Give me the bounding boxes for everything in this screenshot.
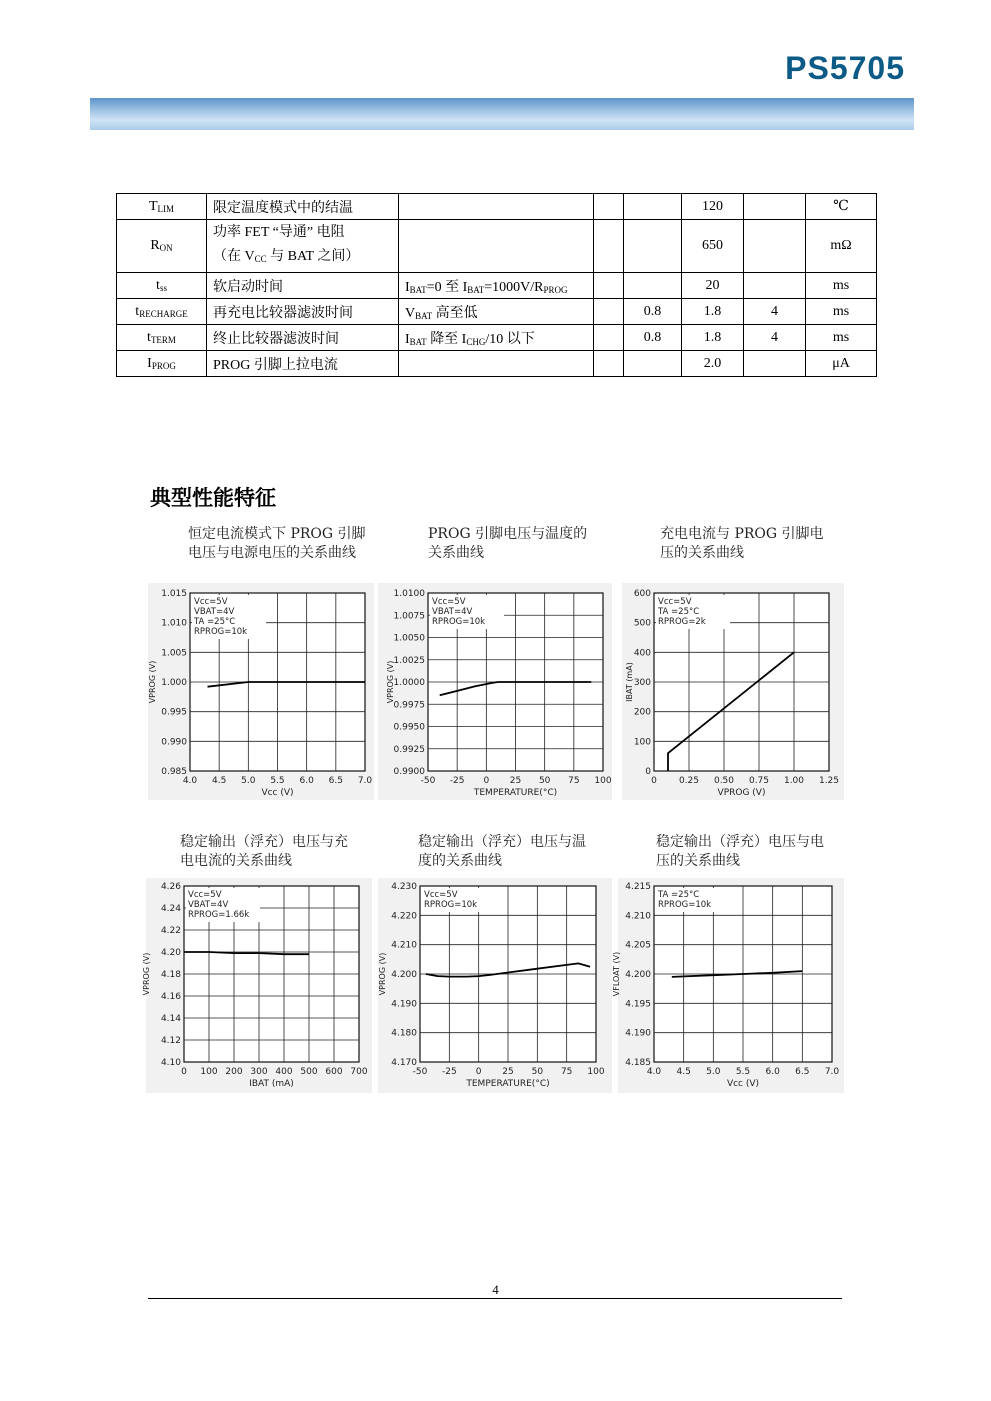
x-tick-label: 0: [651, 776, 657, 786]
x-tick-label: 5.0: [706, 1067, 721, 1077]
y-tick-label: 1.005: [161, 648, 187, 659]
param-min: [624, 273, 682, 299]
y-tick-label: 600: [633, 589, 651, 599]
chart-vfloat-vs-temperature: [378, 878, 612, 1093]
annotation-text: Vcc=5V: [194, 597, 228, 607]
param-condition: $I_{BAT}$ 降至 $I_{CHG}/10$ 以下: [399, 325, 594, 351]
chart-caption: 稳定输出（浮充）电压与充 电电流的关系曲线: [180, 834, 348, 869]
annotation-text: VBAT=4V: [188, 900, 229, 910]
y-tick-label: 1.0025: [393, 655, 425, 666]
x-tick-label: -25: [441, 1067, 457, 1077]
x-tick-label: 7.0: [357, 776, 373, 786]
spec-row: [117, 299, 877, 325]
y-tick-label: 4.220: [391, 911, 417, 922]
param-max: 4: [744, 299, 806, 325]
param-min: 0.8: [624, 325, 682, 351]
x-tick-label: 500: [300, 1067, 318, 1077]
x-tick-label: 7.0: [824, 1067, 840, 1077]
spec-row: [117, 325, 877, 351]
param-symbol: $t_{TERM}$: [117, 325, 207, 351]
y-tick-label: 0.9925: [393, 744, 425, 755]
annotation-text: TA =25°C: [658, 607, 700, 617]
x-tick-label: 4.0: [182, 776, 198, 786]
x-tick-label: 5.0: [241, 776, 256, 786]
param-condition: [399, 351, 594, 377]
x-tick-label: 1.25: [818, 776, 840, 786]
y-axis-label: VFLOAT (V): [612, 951, 621, 997]
x-tick-label: 300: [250, 1067, 268, 1077]
param-condition: $V_{BAT}$ 高至低: [399, 299, 594, 325]
param-typ: 120: [682, 194, 744, 220]
chart-caption: 充电电流与 PROG 引脚电 压的关系曲线: [660, 526, 824, 561]
y-tick-label: 4.190: [391, 999, 417, 1010]
param-name: PROG 引脚上拉电流: [207, 351, 399, 377]
param-blank: [594, 299, 624, 325]
param-symbol: $I_{PROG}$: [117, 351, 207, 377]
y-tick-label: 4.190: [625, 1028, 651, 1039]
x-tick-label: 75: [560, 1067, 573, 1077]
y-tick-label: 0.995: [161, 707, 187, 718]
spec-row: [117, 220, 877, 273]
x-tick-label: 0.75: [748, 776, 770, 786]
x-axis-label: Vcc (V): [261, 788, 294, 798]
param-blank: [594, 351, 624, 377]
chart-vfloat-vs-vcc: [612, 878, 844, 1093]
x-tick-label: 75: [568, 776, 580, 786]
y-tick-label: 4.230: [391, 882, 417, 892]
y-tick-label: 4.210: [625, 911, 651, 922]
x-tick-label: 4.0: [646, 1067, 662, 1077]
param-max: [744, 273, 806, 299]
param-name: 功率 FET “导通” 电阻 （在 $V_{CC}$ 与 BAT 之间）: [207, 220, 399, 273]
x-tick-label: 0: [475, 1067, 482, 1077]
param-unit: ms: [806, 273, 877, 299]
chart-caption: 稳定输出（浮充）电压与温 度的关系曲线: [418, 834, 586, 869]
y-tick-label: 4.22: [160, 926, 181, 936]
annotation-text: RPROG=10k: [432, 617, 486, 627]
param-symbol: $t_{RECHARGE}$: [117, 299, 207, 325]
param-symbol: $T_{LIM}$: [117, 194, 207, 220]
y-tick-label: 4.210: [391, 940, 417, 951]
y-axis-label: VPROG (V): [148, 660, 157, 704]
x-tick-label: 1.00: [783, 776, 805, 786]
param-symbol: $R_{ON}$: [117, 220, 207, 273]
param-typ: 20: [682, 273, 744, 299]
y-axis-label: VPROG (V): [378, 952, 387, 996]
section-title: 典型性能特征: [150, 486, 276, 510]
y-tick-label: 1.000: [161, 678, 187, 688]
y-axis-label: VPROG (V): [142, 952, 151, 996]
y-tick-label: 4.200: [391, 970, 417, 980]
x-tick-label: 5.5: [735, 1067, 751, 1077]
x-tick-label: 50: [538, 776, 551, 786]
y-axis-label: VPROG (V): [386, 660, 395, 704]
y-tick-label: 1.0075: [393, 611, 425, 622]
param-min: [624, 351, 682, 377]
param-condition: [399, 220, 594, 273]
param-unit: ms: [806, 325, 877, 351]
x-tick-label: -50: [412, 1067, 428, 1077]
x-tick-label: 0: [181, 1067, 187, 1077]
chart-vprog-vs-vcc: [148, 583, 374, 800]
chart-ibat-vs-vprog: [622, 583, 844, 800]
y-tick-label: 4.14: [160, 1014, 181, 1024]
x-tick-label: 400: [275, 1067, 293, 1077]
param-unit: mΩ: [806, 220, 877, 273]
annotation-text: TA =25°C: [194, 617, 236, 627]
param-blank: [594, 325, 624, 351]
param-min: [624, 194, 682, 220]
x-tick-label: 100: [587, 1067, 605, 1077]
y-tick-label: 4.20: [160, 948, 181, 958]
y-tick-label: 1.010: [161, 618, 187, 629]
annotation-text: RPROG=10k: [658, 900, 712, 910]
y-tick-label: 300: [633, 678, 651, 688]
x-tick-label: 0.50: [713, 776, 735, 786]
annotation-text: VBAT=4V: [194, 607, 235, 617]
annotation-text: Vcc=5V: [424, 890, 458, 900]
y-tick-label: 4.200: [625, 970, 651, 980]
y-tick-label: 0.9975: [393, 700, 425, 711]
x-tick-label: 25: [502, 1067, 514, 1077]
param-name: 限定温度模式中的结温: [207, 194, 399, 220]
param-min: 0.8: [624, 299, 682, 325]
param-max: [744, 220, 806, 273]
param-min: [624, 220, 682, 273]
annotation-text: VBAT=4V: [432, 607, 473, 617]
x-tick-label: 6.5: [795, 1067, 810, 1077]
x-axis-label: IBAT (mA): [249, 1079, 294, 1089]
param-blank: [594, 220, 624, 273]
spec-row: [117, 194, 877, 220]
x-tick-label: 700: [350, 1067, 368, 1077]
annotation-text: RPROG=2k: [658, 617, 706, 627]
param-name: 再充电比较器滤波时间: [207, 299, 399, 325]
x-tick-label: 0.25: [678, 776, 700, 786]
param-condition: $I_{BAT}=0$ 至 $I_{BAT}=1000V/R_{PROG}$: [399, 273, 594, 299]
y-tick-label: 200: [633, 707, 651, 718]
annotation-text: TA =25°C: [658, 890, 700, 900]
footer-rule: [148, 1298, 842, 1299]
x-tick-label: 4.5: [212, 776, 227, 786]
y-tick-label: 4.215: [625, 882, 651, 892]
chart-vfloat-vs-ibat: [142, 878, 372, 1093]
x-tick-label: 6.0: [299, 776, 314, 786]
y-tick-label: 4.195: [625, 999, 651, 1010]
x-tick-label: 100: [200, 1067, 218, 1077]
document-title: PS5705: [785, 50, 905, 86]
param-max: 4: [744, 325, 806, 351]
param-typ: 1.8: [682, 299, 744, 325]
x-tick-label: 5.5: [270, 776, 285, 786]
annotation-text: Vcc=5V: [432, 597, 466, 607]
param-name: 软启动时间: [207, 273, 399, 299]
param-max: [744, 351, 806, 377]
param-condition: [399, 194, 594, 220]
y-tick-label: 4.12: [160, 1036, 181, 1046]
y-tick-label: 1.0100: [393, 589, 425, 599]
spec-row: [117, 351, 877, 377]
x-tick-label: 6.0: [765, 1067, 780, 1077]
y-tick-label: 4.185: [625, 1058, 651, 1068]
param-name: 终止比较器滤波时间: [207, 325, 399, 351]
y-tick-label: 0.985: [161, 767, 187, 777]
param-typ: 2.0: [682, 351, 744, 377]
y-tick-label: 1.015: [161, 589, 187, 599]
y-tick-label: 4.180: [391, 1028, 417, 1039]
y-tick-label: 4.16: [160, 992, 181, 1002]
param-unit: ℃: [806, 194, 877, 220]
param-typ: 1.8: [682, 325, 744, 351]
annotation-text: Vcc=5V: [658, 597, 692, 607]
param-blank: [594, 273, 624, 299]
x-tick-label: 25: [509, 776, 522, 786]
y-tick-label: 0.990: [161, 737, 187, 748]
y-axis-label: IBAT (mA): [625, 662, 634, 702]
chart-caption: PROG 引脚电压与温度的 关系曲线: [428, 526, 588, 561]
param-symbol: $t_{ss}$: [117, 273, 207, 299]
x-axis-label: Vcc (V): [726, 1079, 760, 1089]
x-tick-label: -25: [449, 776, 465, 786]
x-tick-label: 600: [325, 1067, 343, 1077]
y-tick-label: 0.9950: [393, 722, 425, 733]
x-tick-label: 200: [225, 1067, 243, 1077]
x-tick-label: 6.5: [328, 776, 343, 786]
y-tick-label: 0.9900: [393, 767, 425, 777]
x-axis-label: VPROG (V): [717, 788, 766, 798]
header-banner: [90, 98, 914, 130]
x-tick-label: 50: [531, 1067, 544, 1077]
y-tick-label: 400: [633, 648, 651, 659]
annotation-text: RPROG=10k: [424, 900, 478, 910]
param-typ: 650: [682, 220, 744, 273]
x-axis-label: TEMPERATURE(°C): [466, 1079, 550, 1089]
param-unit: ms: [806, 299, 877, 325]
param-blank: [594, 194, 624, 220]
y-tick-label: 0: [645, 767, 651, 777]
annotation-text: RPROG=1.66k: [188, 910, 250, 920]
x-tick-label: 4.5: [676, 1067, 691, 1077]
y-tick-label: 1.0000: [393, 678, 425, 688]
chart-caption: 恒定电流模式下 PROG 引脚 电压与电源电压的关系曲线: [188, 526, 366, 561]
annotation-text: Vcc=5V: [188, 890, 222, 900]
x-axis-label: TEMPERATURE(°C): [473, 788, 558, 798]
x-tick-label: -50: [420, 776, 436, 786]
annotation-text: RPROG=10k: [194, 627, 248, 637]
y-tick-label: 4.10: [160, 1058, 181, 1068]
y-tick-label: 4.24: [160, 904, 181, 914]
y-tick-label: 4.26: [160, 882, 181, 892]
y-tick-label: 100: [633, 737, 651, 748]
x-tick-label: 0: [483, 776, 490, 786]
spec-table: [116, 193, 877, 377]
spec-row: [117, 273, 877, 299]
chart-vprog-vs-temperature: [378, 583, 612, 800]
chart-caption: 稳定输出（浮充）电压与电 压的关系曲线: [656, 834, 824, 869]
param-unit: μA: [806, 351, 877, 377]
y-tick-label: 4.170: [391, 1058, 417, 1068]
y-tick-label: 500: [633, 618, 651, 629]
y-tick-label: 4.205: [625, 940, 651, 951]
x-tick-label: 100: [594, 776, 612, 786]
y-tick-label: 4.18: [160, 970, 181, 980]
page-number: 4: [492, 1282, 499, 1297]
param-max: [744, 194, 806, 220]
y-tick-label: 1.0050: [393, 633, 425, 644]
